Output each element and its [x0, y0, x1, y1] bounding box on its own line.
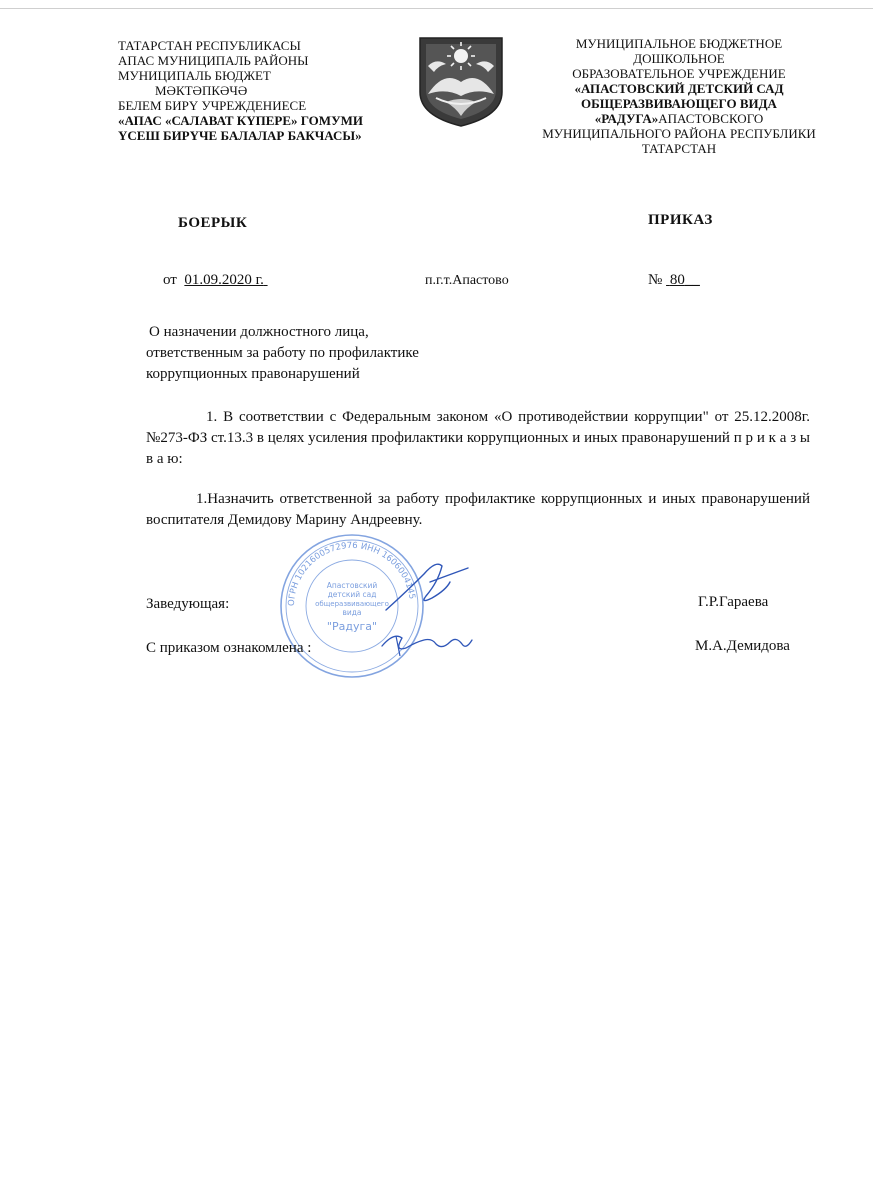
handwritten-signatures: [376, 552, 476, 670]
stamp-center-word: "Радуга": [326, 620, 378, 633]
header-right-line: МУНИЦИПАЛЬНОЕ БЮДЖЕТНОЕ: [575, 36, 783, 51]
number-prefix: №: [648, 272, 663, 288]
stamp-inner-line: общеразвивающего: [315, 600, 389, 608]
header-left-line: ҮСЕШ БИРҮЧЕ БАЛАЛАР БАКЧАСЫ»: [118, 128, 362, 143]
header-left-tatar: [118, 38, 388, 143]
header-right-line: МУНИЦИПАЛЬНОГО РАЙОНА РЕСПУБЛИКИ: [542, 126, 816, 141]
document-title-russian: ПРИКАЗ: [648, 212, 713, 228]
header-right-russian: [520, 36, 838, 156]
number-value: 80: [669, 272, 685, 288]
header-right-line: ОБРАЗОВАТЕЛЬНОЕ УЧРЕЖДЕНИЕ: [572, 66, 786, 81]
header-right-line: «АПАСТОВСКИЙ ДЕТСКИЙ САД: [574, 81, 784, 96]
order-paragraph-1: 1. В соответствии с Федеральным законом «О противодействии коррупции" от 25.12.2008г. №273-ФЗ ст.13.3 в целях усиления профилактики коррупционных и иных правонарушений п р и к а з ы в а ю:: [146, 409, 810, 467]
header-left-line: МӘКТӘПКӘЧӘ: [155, 83, 248, 98]
order-subject: [146, 322, 419, 385]
header-left-line: БЕЛЕМ БИРҮ УЧРЕЖДЕНИЕСЕ: [118, 98, 307, 113]
date-prefix: от: [163, 272, 177, 288]
order-number: № 80__: [648, 272, 700, 288]
scan-edge-line: [0, 8, 873, 9]
header-right-line: ОБЩЕРАЗВИВАЮЩЕГО ВИДА: [581, 96, 777, 111]
stamp-ring-text: ОГРН 1021600572976 ИНН 1606004145: [286, 540, 417, 607]
subject-line: ответственным за работу по профилактике: [146, 345, 419, 361]
subject-line: коррупционных правонарушений: [146, 366, 360, 382]
header-right-line: ТАТАРСТАН: [641, 141, 717, 156]
stamp-inner-line: детский сад: [327, 590, 377, 599]
header-left-line: МУНИЦИПАЛЬ БЮДЖЕТ: [118, 68, 271, 83]
acknowledged-label: С приказом ознакомлена :: [146, 640, 312, 656]
header-left-line: АПАС МУНИЦИПАЛЬ РАЙОНЫ: [118, 53, 309, 68]
order-place: п.г.т.Апастово: [425, 273, 509, 288]
stamp-inner-line: Апастовский: [326, 581, 378, 590]
order-paragraph-2: 1.Назначить ответственной за работу профилактике коррупционных и иных правонарушений воспитателя Демидову Марину Андреевну.: [146, 491, 810, 528]
header-right-line: АПАСТОВСКОГО: [658, 111, 764, 126]
head-signature-name: Г.Р.Гараева: [698, 594, 769, 610]
header-left-line: «АПАС «САЛАВАТ КҮПЕРЕ» ГОМУМИ: [118, 113, 363, 128]
order-date: [163, 272, 268, 289]
acknowledged-name: М.А.Демидова: [695, 638, 790, 654]
header-right-line: ДОШКОЛЬНОЕ: [633, 51, 725, 66]
coat-of-arms-emblem: [416, 36, 506, 128]
subject-line: О назначении должностного лица,: [149, 324, 369, 340]
date-value: 01.09.2020 г.: [184, 272, 264, 288]
header-right-line: «РАДУГА»: [594, 111, 659, 126]
stamp-inner-line: вида: [342, 608, 362, 617]
head-signature-label: Заведующая:: [146, 596, 230, 612]
document-title-tatar: БОЕРЫК: [178, 215, 248, 231]
header-left-line: ТАТАРСТАН РЕСПУБЛИКАСЫ: [118, 38, 301, 53]
